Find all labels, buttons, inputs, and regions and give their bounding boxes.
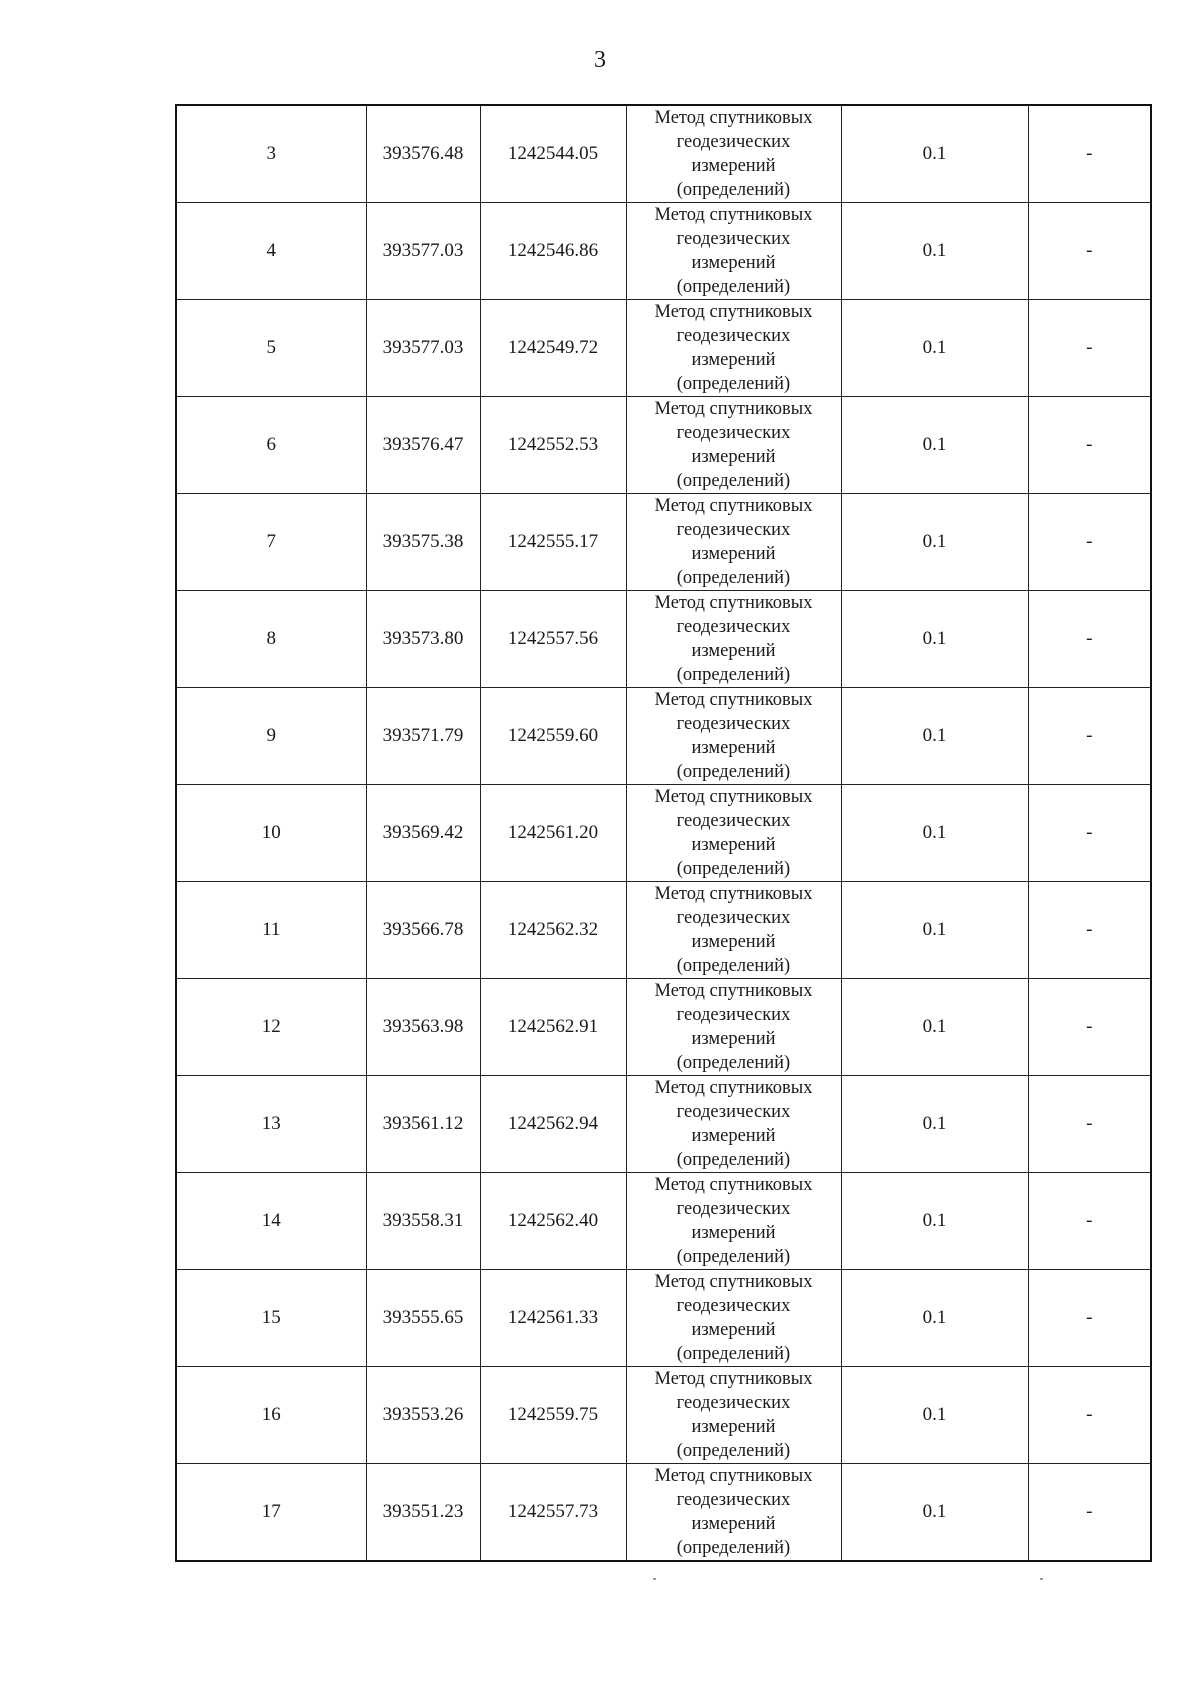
y-coordinate-cell: 1242559.60 bbox=[480, 688, 626, 785]
method-line: измерений bbox=[691, 1126, 776, 1146]
point-number-cell: 14 bbox=[176, 1173, 366, 1270]
method-line: Метод спутниковых bbox=[654, 496, 813, 516]
y-coordinate-cell: 1242562.40 bbox=[480, 1173, 626, 1270]
method-cell bbox=[626, 1270, 841, 1367]
table-row bbox=[176, 979, 1151, 1076]
table-row bbox=[176, 300, 1151, 397]
point-number-cell: 6 bbox=[176, 397, 366, 494]
method-line: (определений) bbox=[676, 1247, 791, 1267]
method-line: Метод спутниковых bbox=[654, 399, 813, 419]
method-line: измерений bbox=[691, 835, 776, 855]
method-line: геодезических bbox=[676, 326, 791, 346]
method-line: (определений) bbox=[676, 762, 791, 782]
table-row bbox=[176, 882, 1151, 979]
y-coordinate-cell: 1242557.73 bbox=[480, 1464, 626, 1562]
method-line: геодезических bbox=[676, 229, 791, 249]
method-line: геодезических bbox=[676, 132, 791, 152]
table-row bbox=[176, 591, 1151, 688]
table-row bbox=[176, 105, 1151, 203]
method-cell bbox=[626, 979, 841, 1076]
x-coordinate-cell: 393563.98 bbox=[366, 979, 480, 1076]
x-coordinate-cell: 393561.12 bbox=[366, 1076, 480, 1173]
note-cell: - bbox=[1028, 1076, 1151, 1173]
method-line: измерений bbox=[691, 156, 776, 176]
y-coordinate-cell: 1242552.53 bbox=[480, 397, 626, 494]
point-number-cell: 5 bbox=[176, 300, 366, 397]
method-line: Метод спутниковых bbox=[654, 593, 813, 613]
method-line: геодезических bbox=[676, 1393, 791, 1413]
x-coordinate-cell: 393577.03 bbox=[366, 203, 480, 300]
method-line: геодезических bbox=[676, 617, 791, 637]
method-line: геодезических bbox=[676, 811, 791, 831]
table-row bbox=[176, 1076, 1151, 1173]
note-cell: - bbox=[1028, 203, 1151, 300]
method-cell bbox=[626, 494, 841, 591]
method-line: Метод спутниковых bbox=[654, 1369, 813, 1389]
accuracy-cell: 0.1 bbox=[841, 1270, 1028, 1367]
method-line: Метод спутниковых bbox=[654, 108, 813, 128]
method-line: измерений bbox=[691, 1514, 776, 1534]
note-cell: - bbox=[1028, 1173, 1151, 1270]
accuracy-cell: 0.1 bbox=[841, 494, 1028, 591]
y-coordinate-cell: 1242562.91 bbox=[480, 979, 626, 1076]
method-cell bbox=[626, 1173, 841, 1270]
note-cell: - bbox=[1028, 1367, 1151, 1464]
table-row bbox=[176, 1367, 1151, 1464]
y-coordinate-cell: 1242562.94 bbox=[480, 1076, 626, 1173]
method-line: измерений bbox=[691, 350, 776, 370]
method-cell bbox=[626, 882, 841, 979]
method-line: измерений bbox=[691, 738, 776, 758]
method-line: геодезических bbox=[676, 1199, 791, 1219]
method-cell bbox=[626, 1464, 841, 1562]
method-line: измерений bbox=[691, 1029, 776, 1049]
method-line: Метод спутниковых bbox=[654, 1272, 813, 1292]
method-line: измерений bbox=[691, 641, 776, 661]
method-line: (определений) bbox=[676, 1344, 791, 1364]
method-line: Метод спутниковых bbox=[654, 1078, 813, 1098]
accuracy-cell: 0.1 bbox=[841, 1076, 1028, 1173]
note-cell: - bbox=[1028, 882, 1151, 979]
accuracy-cell: 0.1 bbox=[841, 397, 1028, 494]
method-line: измерений bbox=[691, 1320, 776, 1340]
table-row bbox=[176, 1270, 1151, 1367]
method-line: Метод спутниковых bbox=[654, 690, 813, 710]
method-line: измерений bbox=[691, 932, 776, 952]
y-coordinate-cell: 1242544.05 bbox=[480, 105, 626, 203]
x-coordinate-cell: 393551.23 bbox=[366, 1464, 480, 1562]
note-cell: - bbox=[1028, 591, 1151, 688]
method-line: (определений) bbox=[676, 374, 791, 394]
method-line: геодезических bbox=[676, 1005, 791, 1025]
y-coordinate-cell: 1242559.75 bbox=[480, 1367, 626, 1464]
note-cell: - bbox=[1028, 979, 1151, 1076]
method-line: геодезических bbox=[676, 423, 791, 443]
point-number-cell: 17 bbox=[176, 1464, 366, 1562]
y-coordinate-cell: 1242546.86 bbox=[480, 203, 626, 300]
coordinates-table bbox=[175, 104, 1152, 1562]
method-line: Метод спутниковых bbox=[654, 1175, 813, 1195]
x-coordinate-cell: 393575.38 bbox=[366, 494, 480, 591]
method-line: Метод спутниковых bbox=[654, 787, 813, 807]
accuracy-cell: 0.1 bbox=[841, 1367, 1028, 1464]
page-number: 3 bbox=[594, 47, 606, 73]
x-coordinate-cell: 393576.47 bbox=[366, 397, 480, 494]
accuracy-cell: 0.1 bbox=[841, 785, 1028, 882]
point-number-cell: 3 bbox=[176, 105, 366, 203]
method-cell bbox=[626, 397, 841, 494]
point-number-cell: 12 bbox=[176, 979, 366, 1076]
method-line: измерений bbox=[691, 447, 776, 467]
point-number-cell: 15 bbox=[176, 1270, 366, 1367]
method-line: (определений) bbox=[676, 180, 791, 200]
method-line: Метод спутниковых bbox=[654, 1466, 813, 1486]
point-number-cell: 8 bbox=[176, 591, 366, 688]
table-row bbox=[176, 494, 1151, 591]
point-number-cell: 7 bbox=[176, 494, 366, 591]
method-line: Метод спутниковых bbox=[654, 302, 813, 322]
point-number-cell: 11 bbox=[176, 882, 366, 979]
y-coordinate-cell: 1242555.17 bbox=[480, 494, 626, 591]
x-coordinate-cell: 393571.79 bbox=[366, 688, 480, 785]
method-line: геодезических bbox=[676, 714, 791, 734]
point-number-cell: 13 bbox=[176, 1076, 366, 1173]
table-body bbox=[176, 105, 1151, 1561]
accuracy-cell: 0.1 bbox=[841, 300, 1028, 397]
y-coordinate-cell: 1242557.56 bbox=[480, 591, 626, 688]
method-cell bbox=[626, 688, 841, 785]
method-line: геодезических bbox=[676, 1296, 791, 1316]
method-line: геодезических bbox=[676, 1102, 791, 1122]
scan-speck bbox=[653, 1578, 656, 1580]
method-line: Метод спутниковых bbox=[654, 981, 813, 1001]
note-cell: - bbox=[1028, 1464, 1151, 1562]
x-coordinate-cell: 393553.26 bbox=[366, 1367, 480, 1464]
method-line: измерений bbox=[691, 544, 776, 564]
accuracy-cell: 0.1 bbox=[841, 1173, 1028, 1270]
method-line: измерений bbox=[691, 253, 776, 273]
method-cell bbox=[626, 1076, 841, 1173]
method-line: геодезических bbox=[676, 908, 791, 928]
table-row bbox=[176, 1173, 1151, 1270]
method-line: геодезических bbox=[676, 520, 791, 540]
x-coordinate-cell: 393573.80 bbox=[366, 591, 480, 688]
note-cell: - bbox=[1028, 105, 1151, 203]
x-coordinate-cell: 393576.48 bbox=[366, 105, 480, 203]
method-line: (определений) bbox=[676, 1538, 791, 1558]
method-line: (определений) bbox=[676, 1150, 791, 1170]
table-row bbox=[176, 785, 1151, 882]
accuracy-cell: 0.1 bbox=[841, 688, 1028, 785]
method-cell bbox=[626, 591, 841, 688]
method-line: (определений) bbox=[676, 568, 791, 588]
table-row bbox=[176, 688, 1151, 785]
accuracy-cell: 0.1 bbox=[841, 882, 1028, 979]
point-number-cell: 4 bbox=[176, 203, 366, 300]
accuracy-cell: 0.1 bbox=[841, 203, 1028, 300]
method-line: Метод спутниковых bbox=[654, 884, 813, 904]
method-cell bbox=[626, 105, 841, 203]
note-cell: - bbox=[1028, 397, 1151, 494]
accuracy-cell: 0.1 bbox=[841, 979, 1028, 1076]
point-number-cell: 10 bbox=[176, 785, 366, 882]
y-coordinate-cell: 1242561.20 bbox=[480, 785, 626, 882]
x-coordinate-cell: 393577.03 bbox=[366, 300, 480, 397]
method-line: (определений) bbox=[676, 665, 791, 685]
point-number-cell: 9 bbox=[176, 688, 366, 785]
note-cell: - bbox=[1028, 1270, 1151, 1367]
method-cell bbox=[626, 300, 841, 397]
accuracy-cell: 0.1 bbox=[841, 105, 1028, 203]
y-coordinate-cell: 1242561.33 bbox=[480, 1270, 626, 1367]
note-cell: - bbox=[1028, 300, 1151, 397]
accuracy-cell: 0.1 bbox=[841, 591, 1028, 688]
method-cell bbox=[626, 203, 841, 300]
y-coordinate-cell: 1242562.32 bbox=[480, 882, 626, 979]
note-cell: - bbox=[1028, 688, 1151, 785]
method-line: геодезических bbox=[676, 1490, 791, 1510]
method-line: (определений) bbox=[676, 956, 791, 976]
method-line: (определений) bbox=[676, 471, 791, 491]
note-cell: - bbox=[1028, 785, 1151, 882]
point-number-cell: 16 bbox=[176, 1367, 366, 1464]
x-coordinate-cell: 393569.42 bbox=[366, 785, 480, 882]
method-cell bbox=[626, 1367, 841, 1464]
method-line: (определений) bbox=[676, 859, 791, 879]
method-line: Метод спутниковых bbox=[654, 205, 813, 225]
accuracy-cell: 0.1 bbox=[841, 1464, 1028, 1562]
note-cell: - bbox=[1028, 494, 1151, 591]
x-coordinate-cell: 393558.31 bbox=[366, 1173, 480, 1270]
method-line: измерений bbox=[691, 1417, 776, 1437]
method-line: (определений) bbox=[676, 1053, 791, 1073]
method-line: (определений) bbox=[676, 1441, 791, 1461]
y-coordinate-cell: 1242549.72 bbox=[480, 300, 626, 397]
scan-speck bbox=[1040, 1578, 1043, 1580]
table-row bbox=[176, 1464, 1151, 1562]
table-row bbox=[176, 203, 1151, 300]
method-cell bbox=[626, 785, 841, 882]
table-row bbox=[176, 397, 1151, 494]
x-coordinate-cell: 393566.78 bbox=[366, 882, 480, 979]
method-line: (определений) bbox=[676, 277, 791, 297]
x-coordinate-cell: 393555.65 bbox=[366, 1270, 480, 1367]
method-line: измерений bbox=[691, 1223, 776, 1243]
